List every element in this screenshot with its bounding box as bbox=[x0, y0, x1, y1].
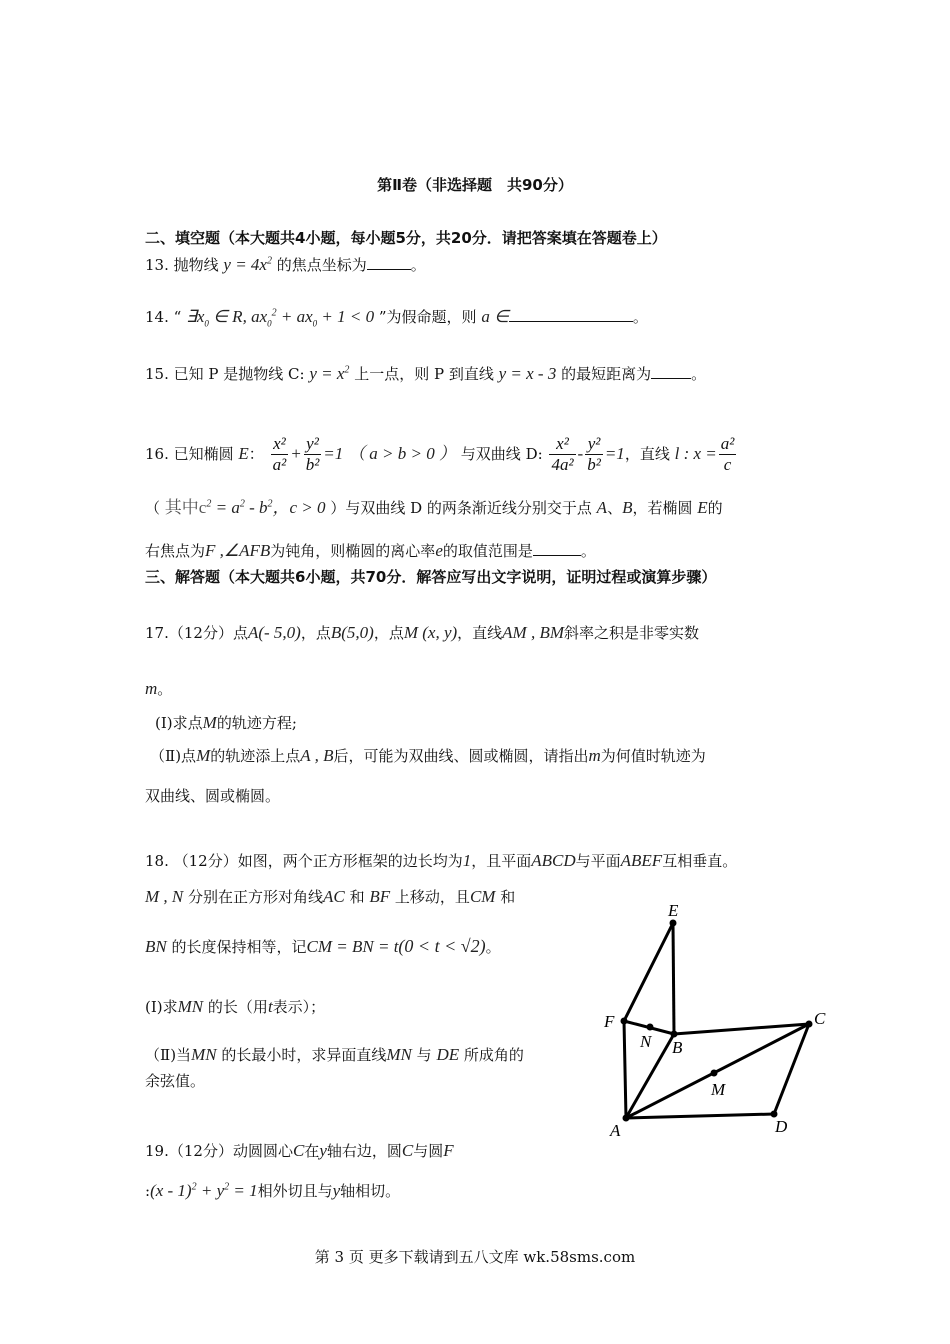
q16-condition: （ a > b > 0 ） bbox=[348, 444, 457, 463]
q15-curve: $y = x^2$ bbox=[309, 364, 350, 383]
question-15: 15. 已知 P 是抛物线 C: $y = x^2$ 上一点，则 P 到直线 y = x - 3 的最短距离为 。 bbox=[145, 364, 707, 383]
question-18-part-2-cont: 余弦值。 bbox=[145, 1072, 206, 1090]
edge-AD bbox=[626, 1114, 774, 1118]
point-B bbox=[671, 1031, 678, 1038]
question-16-line-3: 右焦点为F ,∠AFB为钝角，则椭圆的离心率e的取值范围是 。 bbox=[145, 541, 596, 560]
question-17-part-2: （Ⅱ)点M的轨迹添上点A , B后，可能为双曲线、圆或椭圆，请指出m为何值时轨迹为 bbox=[150, 746, 706, 765]
question-18-line-1: 18. （12分）如图，两个正方形框架的边长均为1，且平面ABCD与平面ABEF互相垂直。 bbox=[145, 851, 738, 870]
point-N bbox=[647, 1024, 654, 1031]
point-C bbox=[806, 1021, 813, 1028]
q15-line: y = x - 3 bbox=[498, 364, 557, 383]
q16-answer-blank bbox=[533, 541, 581, 556]
q16-c-relation: 其中$c^2 = a^2 - b^2$，c > 0 bbox=[164, 498, 326, 517]
point-A bbox=[623, 1115, 630, 1122]
label-C: C bbox=[814, 1009, 826, 1028]
question-18-line-2: M , N 分别在正方形对角线AC 和 BF 上移动，且CM 和 bbox=[145, 887, 516, 906]
question-17-part-1: (Ⅰ)求点M的轨迹方程; bbox=[155, 713, 297, 732]
section-3-heading: 三、解答题（本大题共6小题，共70分．解答应写出文字说明，证明过程或演算步骤） bbox=[145, 568, 717, 586]
q18-t-range: (0 < t < √2) bbox=[398, 936, 486, 956]
edge-FA bbox=[624, 1021, 626, 1118]
hyperbola-x-term: $\frac{\text{x²}}{\text{4a²}}$ bbox=[551, 433, 574, 474]
q16-line-l: l : x = bbox=[674, 444, 717, 463]
hyperbola-y-term: $\frac{\text{y²}}{\text{b²}}$ bbox=[587, 433, 601, 474]
question-14: 14. “ $\exists x_0$ ∈ R, $ax_0^2 + ax_0 + 1 < 0$ ”为假命题，则 a ∈ 。 bbox=[145, 307, 648, 329]
ellipse-y-term: $\frac{\text{y²}}{\text{b²}}$ bbox=[305, 433, 320, 474]
question-17-line-2: m。 bbox=[145, 679, 173, 698]
q14-proposition: $\exists x_0$ ∈ R, $ax_0^2 + ax_0 + 1 < 0$ bbox=[186, 307, 375, 329]
q14-variable: a ∈ bbox=[481, 307, 509, 326]
question-17-line-1: 17.（12分）点A(- 5,0)，点B(5,0)，点M (x, y)，直线AM , BM斜率之积是非零实数 bbox=[145, 623, 700, 642]
edge-EB bbox=[673, 923, 674, 1034]
q13-text: 13. 抛物线 bbox=[145, 256, 219, 274]
q15-answer-blank bbox=[651, 364, 691, 379]
q13-parabola-expr: $y = 4x^2$ bbox=[223, 255, 272, 274]
label-D: D bbox=[775, 1117, 788, 1136]
directrix-fraction: $\frac{\text{a²}}{c}$ bbox=[720, 433, 735, 474]
question-19-line-2: :(x - $1)^2 + y^2 = 1$相外切且与y轴相切。 bbox=[145, 1181, 401, 1200]
page-footer: 第 3 页 更多下载请到五八文库 wk.58sms.com bbox=[314, 1248, 636, 1266]
question-18-line-3: BN 的长度保持相等，记CM = BN = t(0 < t < √2)。 bbox=[145, 936, 501, 956]
question-16-line-1: 16. 已知椭圆 E： $\frac{\text{x²}}{\text{a²}}$ + $\frac{\text{y²}}{\text{b²}}$ =1 （ a > b > 0 ） 与双曲线 D: $\frac{\text{x²}}{\text{4a²}}$ - $\frac{\text{y²}}{\text{b²}}$ =1，直线 l : x = $\frac{\text{a²}}{c}$ bbox=[145, 433, 735, 474]
ellipse-x-term: $\frac{\text{x²}}{\text{a²}}$ bbox=[272, 433, 287, 474]
label-E: E bbox=[668, 901, 679, 920]
point-M bbox=[711, 1070, 718, 1077]
q13-text-post: 的焦点坐标为 bbox=[276, 256, 367, 274]
question-17-part-2-cont: 双曲线、圆或椭圆。 bbox=[145, 787, 281, 805]
question-18-part-1: (Ⅰ)求MN 的长（用t表示）； bbox=[145, 997, 326, 1016]
point-F bbox=[621, 1018, 628, 1025]
label-M: M bbox=[711, 1080, 726, 1099]
section-2-heading: 二、填空题（本大题共4小题，每小题5分，共20分．请把答案填在答题卷上） bbox=[145, 229, 667, 247]
part-title: 第Ⅱ卷（非选择题 共90分） bbox=[377, 176, 573, 194]
question-18-part-2: （Ⅱ)当MN 的长最小时，求异面直线MN 与 DE 所成角的 bbox=[145, 1045, 524, 1064]
label-A: A bbox=[610, 1121, 621, 1140]
question-16-line-2: （ 其中$c^2 = a^2 - b^2$，c > 0 ）与双曲线 D 的两条渐近线分别交于点 A、B，若椭圆 E的 bbox=[145, 498, 723, 517]
q19-circle-F: $(x - 1)^2 + y^2 = 1$ bbox=[150, 1181, 258, 1200]
geometry-figure bbox=[596, 896, 846, 1146]
label-B: B bbox=[672, 1038, 683, 1057]
edge-EF bbox=[624, 923, 673, 1021]
q14-answer-blank bbox=[509, 307, 633, 322]
label-F: F bbox=[604, 1012, 615, 1031]
label-N: N bbox=[640, 1032, 652, 1051]
q13-answer-blank bbox=[367, 255, 411, 270]
question-19-line-1: 19.（12分）动圆圆心C在y轴右边，圆C与圆F bbox=[145, 1141, 454, 1160]
edge-BC bbox=[674, 1024, 809, 1034]
edge-CD bbox=[774, 1024, 809, 1114]
point-E bbox=[670, 920, 677, 927]
question-13: 13. 抛物线 $y = 4x^2$ 的焦点坐标为 。 bbox=[145, 255, 426, 274]
